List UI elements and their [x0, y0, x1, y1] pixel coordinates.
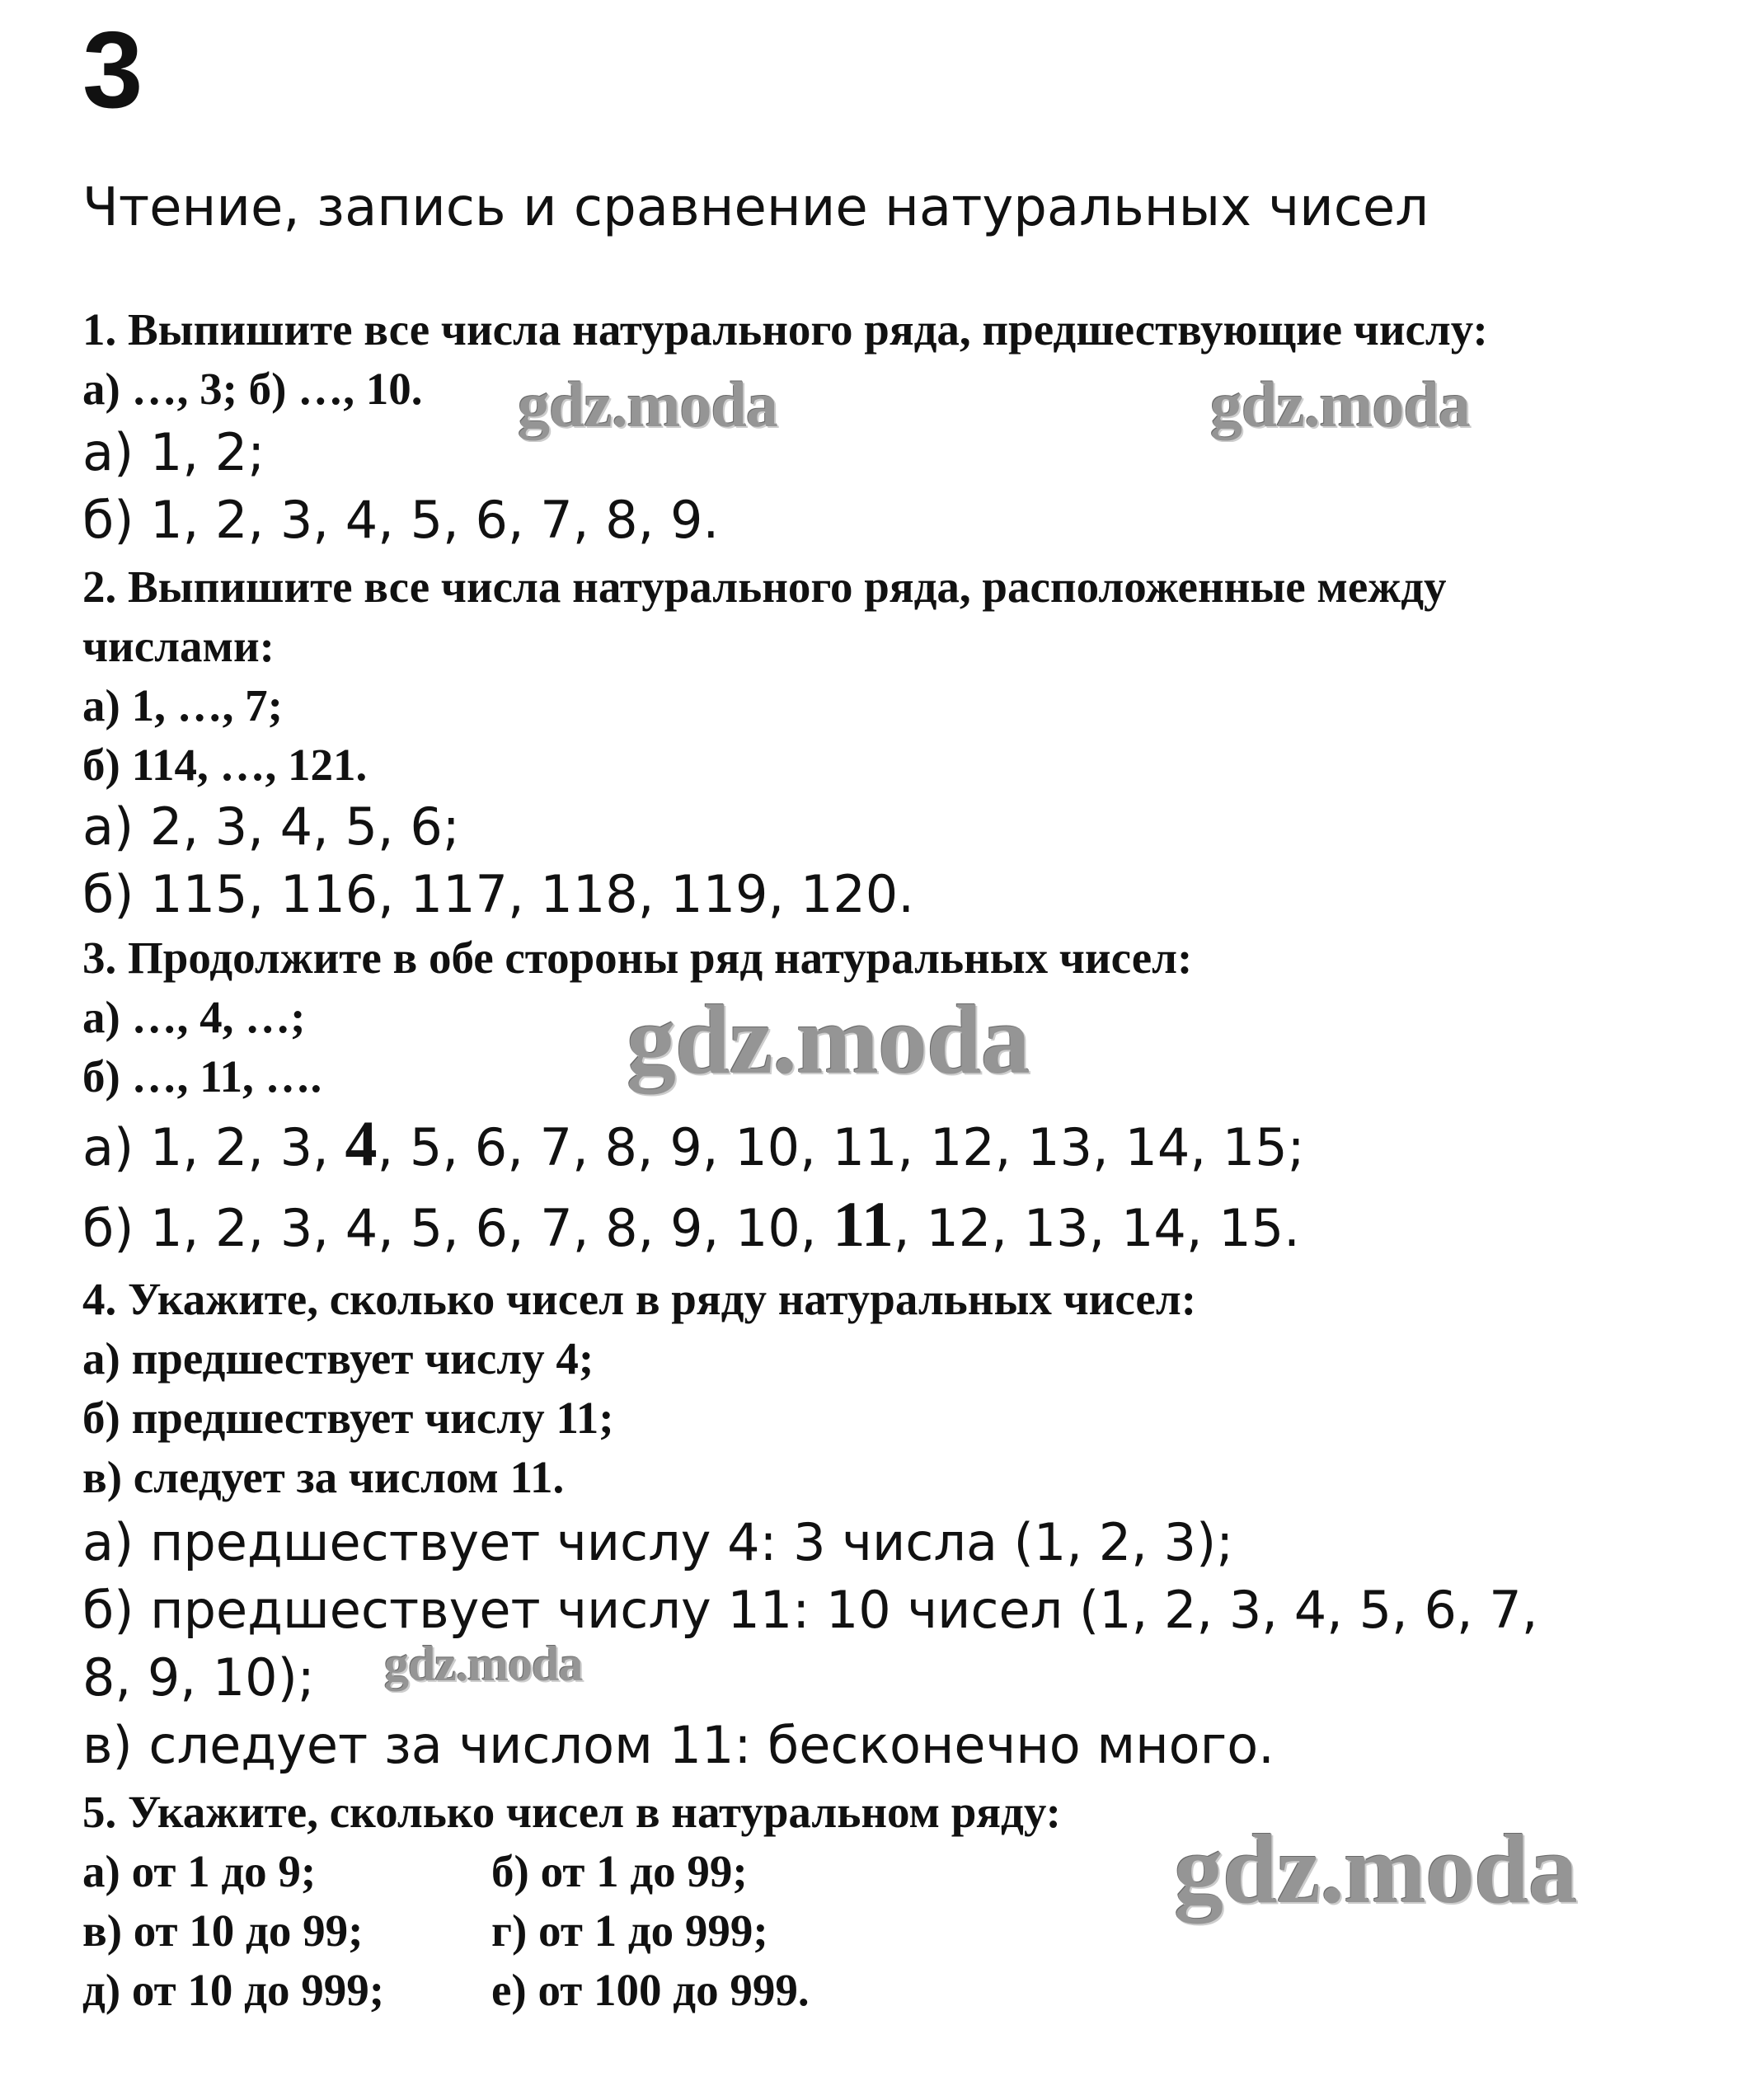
q4-answer-a: а) предшествует числу 4: 3 числа (1, 2, 3); — [82, 1512, 1234, 1572]
q4-answer-b-line2: 8, 9, 10); — [82, 1647, 315, 1708]
q3-option-a: а) …, 4, …; — [82, 992, 306, 1042]
q3-option-b: б) …, 11, …. — [82, 1051, 322, 1102]
q4-question: 4. Укажите, сколько чисел в ряду натуральных чисел: — [82, 1274, 1197, 1324]
q3-question: 3. Продолжите в обе стороны ряд натуральных чисел: — [82, 933, 1193, 983]
watermark: gdz.moda — [384, 1637, 583, 1691]
q4-option-a: а) предшествует числу 4; — [82, 1333, 594, 1384]
q4-answer-c: в) следует за числом 11: бесконечно много. — [82, 1715, 1275, 1775]
q3-answer-a-pre: а) 1, 2, 3, — [82, 1117, 345, 1177]
watermark: gdz.moda — [627, 984, 1030, 1094]
q1-answer-b: б) 1, 2, 3, 4, 5, 6, 7, 8, 9. — [82, 490, 720, 550]
q5-option-f: е) от 100 до 999. — [491, 1965, 810, 2015]
q4-option-b: б) предшествует числу 11; — [82, 1393, 614, 1443]
q3-answer-b-pre: б) 1, 2, 3, 4, 5, 6, 7, 8, 9, 10, — [82, 1198, 833, 1258]
q3-answer-b-highlight: 11 — [833, 1188, 894, 1260]
q5-option-c: в) от 10 до 99; — [82, 1905, 364, 1956]
watermark: gdz.moda — [518, 369, 777, 440]
q5-option-b: б) от 1 до 99; — [491, 1846, 748, 1896]
q5-option-a: а) от 1 до 9; — [82, 1846, 317, 1896]
q2-option-b: б) 114, …, 121. — [82, 740, 368, 790]
q3-answer-a — [82, 1107, 1305, 1182]
page-title: Чтение, запись и сравнение натуральных чисел — [82, 177, 1429, 238]
q3-answer-a-highlight: 4 — [345, 1107, 378, 1179]
section-number: 3 — [82, 9, 143, 130]
q1-question: 1. Выпишите все числа натурального ряда, предшествующие числу: — [82, 304, 1488, 355]
q3-answer-b-post: , 12, 13, 14, 15. — [893, 1198, 1300, 1258]
q2-question-line2: числами: — [82, 621, 275, 671]
q3-answer-a-post: , 5, 6, 7, 8, 9, 10, 11, 12, 13, 14, 15; — [377, 1117, 1305, 1177]
q4-option-c: в) следует за числом 11. — [82, 1452, 565, 1502]
q2-answer-a: а) 2, 3, 4, 5, 6; — [82, 796, 460, 857]
q5-question: 5. Укажите, сколько чисел в натуральном ряду: — [82, 1787, 1061, 1837]
watermark: gdz.moda — [1174, 1814, 1577, 1924]
q2-option-a: а) 1, …, 7; — [82, 680, 283, 731]
q1-answer-a: а) 1, 2; — [82, 422, 265, 482]
q3-answer-b — [82, 1188, 1300, 1262]
q5-option-e: д) от 10 до 999; — [82, 1965, 385, 2015]
q5-option-d: г) от 1 до 999; — [491, 1905, 768, 1956]
watermark: gdz.moda — [1210, 369, 1470, 440]
q1-options: а) …, 3; б) …, 10. — [82, 364, 423, 414]
q2-question-line1: 2. Выпишите все числа натурального ряда, расположенные между — [82, 561, 1447, 612]
q4-answer-b-line1: б) предшествует числу 11: 10 чисел (1, 2, 3, 4, 5, 6, 7, — [82, 1580, 1538, 1640]
q2-answer-b: б) 115, 116, 117, 118, 119, 120. — [82, 864, 914, 924]
